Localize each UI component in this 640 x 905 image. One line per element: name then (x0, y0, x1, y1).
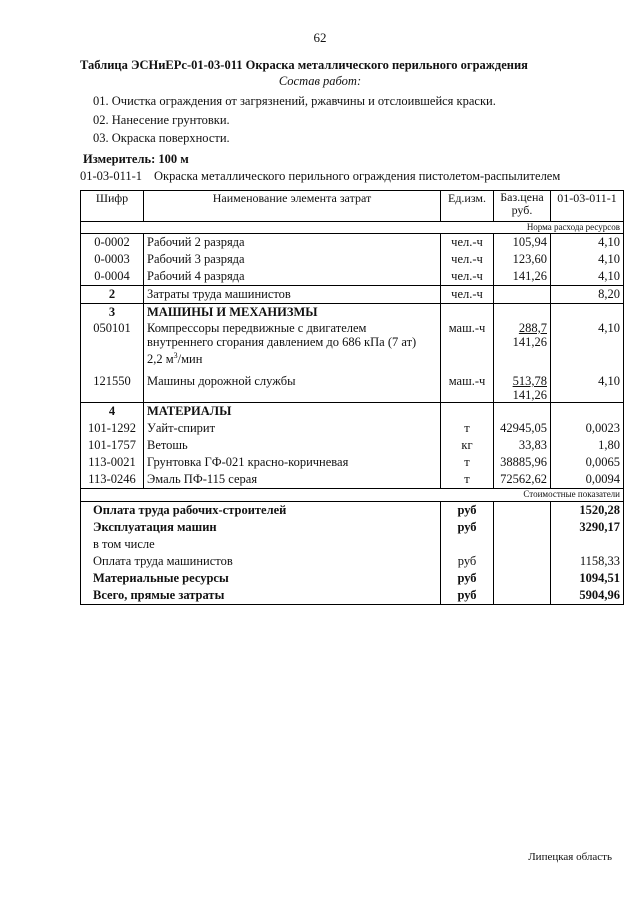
header-unit: Ед.изм. (441, 191, 494, 222)
measure-unit: Измеритель: 100 м (83, 152, 189, 166)
section-header: 3 МАШИНЫ И МЕХАНИЗМЫ (81, 304, 624, 322)
cost-caption: Стоимостные показатели (494, 489, 624, 502)
code-line (80, 169, 560, 184)
table-row: 113-0246 Эмаль ПФ-115 серая т 72562,62 0,0094 (81, 471, 624, 489)
header-name: Наименование элемента затрат (144, 191, 441, 222)
code-line-code: 01-03-011-1 (80, 169, 143, 183)
work-item: 02. Нанесение грунтовки. (93, 113, 230, 127)
total-row: Всего, прямые затраты руб 5904,96 (81, 587, 624, 605)
table-row: 121550 Машины дорожной службы маш.-ч 513,78 141,26 4,10 (81, 374, 624, 403)
header-code: Шифр (81, 191, 144, 222)
work-item: 01. Очистка ограждения от загрязнений, ржавчины и отслоившейся краски. (93, 94, 496, 108)
table-row: 2 Затраты труда машинистов чел.-ч 8,20 (81, 286, 624, 304)
work-item: 03. Окраска поверхности. (93, 131, 230, 145)
table-title: Таблица ЭСНиЕРс-01-03-011 Окраска металлического перильного ограждения (80, 58, 528, 72)
total-row: Материальные ресурсы руб 1094,51 (81, 570, 624, 587)
header-price: Баз.цена руб. (494, 191, 551, 222)
total-row: в том числе (81, 536, 624, 553)
code-line-text: Окраска металлического перильного ограждения пистолетом-распылителем (154, 169, 561, 183)
total-row: Оплата труда рабочих-строителей руб 1520,28 (81, 502, 624, 520)
table-row: 050101 Компрессоры передвижные с двигателем внутреннего сгорания давлением до 686 кПа (7 ат) 2,2 $м^3$/мин маш.-ч 288,7 141,26 4,10 (81, 321, 624, 374)
region-footer: Липецкая область (528, 851, 612, 863)
total-row: Оплата труда машинистов руб 1158,33 (81, 553, 624, 570)
table-row: 0-0004 Рабочий 4 разряда чел.-ч 141,26 4,10 (81, 268, 624, 286)
table-row: 101-1757 Ветошь кг 33,83 1,80 (81, 437, 624, 454)
table-row: 0-0002 Рабочий 2 разряда чел.-ч 105,94 4,10 (81, 234, 624, 252)
work-composition-heading: Состав работ: (278, 74, 362, 88)
resource-table (80, 190, 624, 605)
norm-caption: Норма расхода ресурсов (494, 222, 624, 234)
table-row: 0-0003 Рабочий 3 разряда чел.-ч 123,60 4,10 (81, 251, 624, 268)
section-header: 4 МАТЕРИАЛЫ (81, 403, 624, 421)
header-norm: 01-03-011-1 (551, 191, 624, 222)
table-row: 101-1292 Уайт-спирит т 42945,05 0,0023 (81, 420, 624, 437)
total-row: Эксплуатация машин руб 3290,17 (81, 519, 624, 536)
page-number: 62 (313, 30, 327, 45)
table-row: 113-0021 Грунтовка ГФ-021 красно-коричневая т 38885,96 0,0065 (81, 454, 624, 471)
